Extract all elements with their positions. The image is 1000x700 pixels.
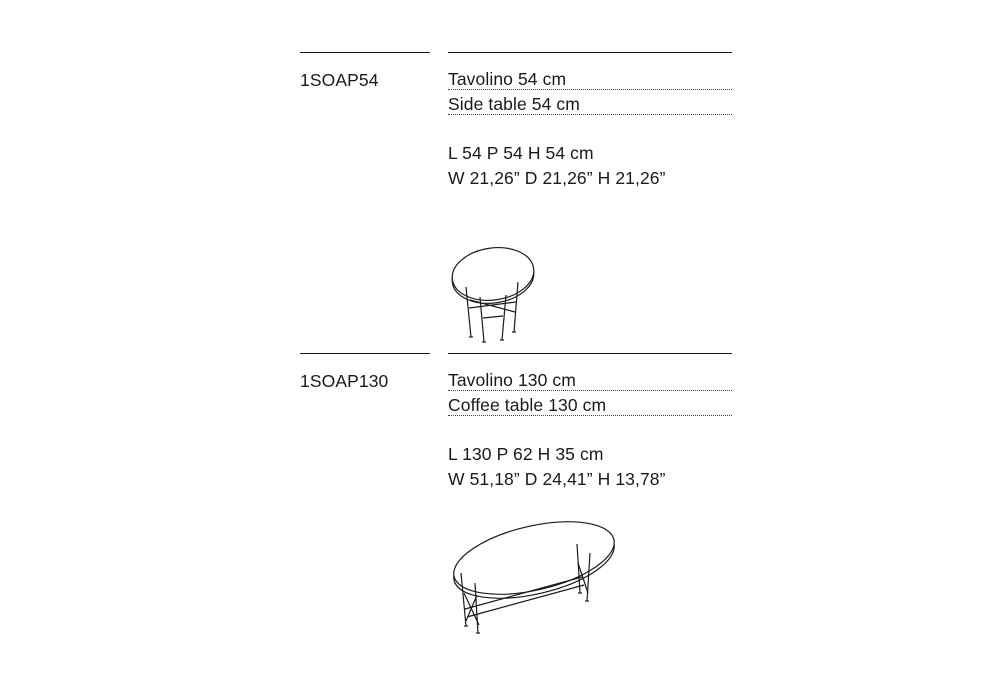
product-name-english-row <box>448 92 732 117</box>
product-dimensions <box>448 442 732 492</box>
dotted-leader <box>448 415 732 416</box>
dotted-leader <box>448 114 732 115</box>
product-info-column <box>448 353 732 492</box>
info-divider-rule <box>448 52 732 53</box>
dimensions-metric: L 54 P 54 H 54 cm <box>448 143 594 163</box>
code-divider-rule <box>300 52 430 53</box>
dotted-leader <box>448 390 732 391</box>
product-line-drawing-coffee-table <box>430 521 650 686</box>
product-name-english-row <box>448 393 732 418</box>
product-info-column <box>448 52 732 191</box>
product-name-italian: Tavolino 130 cm <box>448 370 580 390</box>
dimensions-metric: L 130 P 62 H 35 cm <box>448 444 604 464</box>
product-name-italian-row <box>448 368 732 393</box>
product-name-italian: Tavolino 54 cm <box>448 69 570 89</box>
product-name-english: Coffee table 130 cm <box>448 395 610 415</box>
dotted-leader <box>448 89 732 90</box>
product-code: 1SOAP130 <box>300 371 389 391</box>
product-code-column <box>300 52 430 91</box>
dimensions-imperial: W 51,18” D 24,41” H 13,78” <box>448 469 666 489</box>
product-dimensions <box>448 141 732 191</box>
product-names <box>448 67 732 117</box>
product-code-column <box>300 353 430 392</box>
dimensions-imperial: W 21,26” D 21,26” H 21,26” <box>448 168 666 188</box>
product-code: 1SOAP54 <box>300 70 379 90</box>
product-name-english: Side table 54 cm <box>448 94 584 114</box>
product-name-italian-row <box>448 67 732 92</box>
code-divider-rule <box>300 353 430 354</box>
product-names <box>448 368 732 418</box>
info-divider-rule <box>448 353 732 354</box>
